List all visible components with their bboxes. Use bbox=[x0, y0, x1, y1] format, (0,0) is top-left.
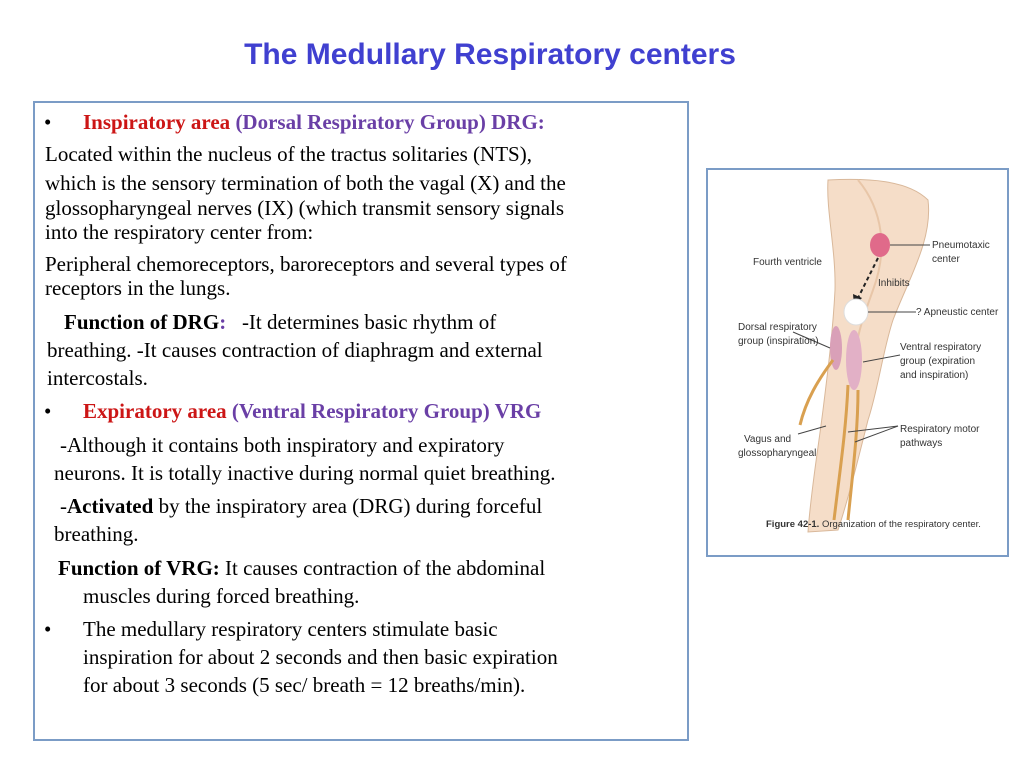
bullet-1: • bbox=[44, 110, 52, 134]
drg-function-label: Function of DRG bbox=[64, 310, 220, 334]
vrg-function-line bbox=[58, 556, 545, 580]
motor-label-1: Respiratory motor bbox=[900, 424, 980, 435]
inspiratory-area-label: Inspiratory area bbox=[83, 110, 231, 134]
text-line: The medullary respiratory centers stimulate basic bbox=[83, 617, 498, 641]
activated-label: Activated bbox=[67, 494, 154, 518]
text-line: neurons. It is totally inactive during normal quiet breathing. bbox=[54, 461, 556, 485]
text-line: receptors in the lungs. bbox=[45, 276, 231, 300]
text-line: into the respiratory center from: bbox=[45, 220, 314, 244]
text-line: inspiration for about 2 seconds and then basic expiration bbox=[83, 645, 558, 669]
bullet-2: • bbox=[44, 399, 52, 423]
vrg-label: (Ventral Respiratory Group) VRG bbox=[231, 399, 542, 423]
inspiratory-area-heading bbox=[83, 110, 545, 134]
text-line: for about 3 seconds (5 sec/ breath = 12 breaths/min). bbox=[83, 673, 526, 697]
respiratory-center-figure bbox=[706, 168, 1009, 557]
drg-label: (Dorsal Respiratory Group) DRG: bbox=[235, 110, 545, 134]
text-line: intercostals. bbox=[47, 366, 148, 390]
motor-label-2: pathways bbox=[900, 438, 943, 449]
vrg-function-label: Function of VRG: bbox=[58, 556, 220, 580]
vagus-label-2: glossopharyngeal bbox=[738, 448, 817, 459]
text-line: which is the sensory termination of both the vagal (X) and the bbox=[45, 171, 566, 195]
apneustic-label: ? Apneustic center bbox=[916, 307, 999, 318]
activated-text: by the inspiratory area (DRG) during forceful bbox=[153, 494, 543, 518]
brainstem-diagram bbox=[708, 170, 1007, 555]
text-line: breathing. -It causes contraction of diaphragm and external bbox=[47, 338, 543, 362]
expiratory-area-label: Expiratory area bbox=[83, 399, 227, 423]
text-line: glossopharyngeal nerves (IX) (which transmit sensory signals bbox=[45, 196, 565, 220]
activated-line bbox=[60, 494, 542, 518]
dorsal-label-2: group (inspiration) bbox=[738, 336, 819, 347]
fourth-ventricle-label: Fourth ventricle bbox=[753, 257, 822, 268]
inhibits-label: Inhibits bbox=[878, 278, 910, 289]
page-title: The Medullary Respiratory centers bbox=[244, 38, 736, 71]
ventral-label-2: group (expiration bbox=[900, 356, 976, 367]
pneumotaxic-label-1: Pneumotaxic bbox=[932, 240, 990, 251]
dash: - bbox=[60, 494, 67, 518]
vagus-label-1: Vagus and bbox=[744, 434, 792, 445]
caption-text: Organization of the respiratory center. bbox=[819, 519, 981, 530]
ventral-label-1: Ventral respiratory bbox=[900, 342, 982, 353]
pneumotaxic-label-2: center bbox=[932, 254, 960, 265]
text-line: -Although it contains both inspiratory and expiratory bbox=[60, 433, 505, 457]
caption-label: Figure 42-1. bbox=[766, 519, 820, 530]
pneumotaxic-center-dot bbox=[870, 233, 890, 257]
text-line: muscles during forced breathing. bbox=[83, 584, 360, 608]
drg-function-text: -It determines basic rhythm of bbox=[241, 310, 497, 334]
drg-function-colon: : bbox=[219, 310, 227, 334]
expiratory-area-heading bbox=[83, 399, 541, 423]
figure-caption bbox=[766, 519, 981, 530]
text-line: breathing. bbox=[54, 522, 139, 546]
text-line: Peripheral chemoreceptors, baroreceptors and several types of bbox=[45, 252, 567, 276]
vrg-function-text: It causes contraction of the abdominal bbox=[219, 556, 546, 580]
dorsal-label-1: Dorsal respiratory bbox=[738, 322, 817, 333]
ventral-label-3: and inspiration) bbox=[900, 370, 969, 381]
bullet-3: • bbox=[44, 617, 52, 641]
text-line: Located within the nucleus of the tractus solitaries (NTS), bbox=[45, 142, 532, 166]
drg-function-line bbox=[64, 310, 496, 334]
apneustic-center-shape bbox=[844, 299, 868, 325]
ventral-group-shape bbox=[846, 330, 862, 390]
